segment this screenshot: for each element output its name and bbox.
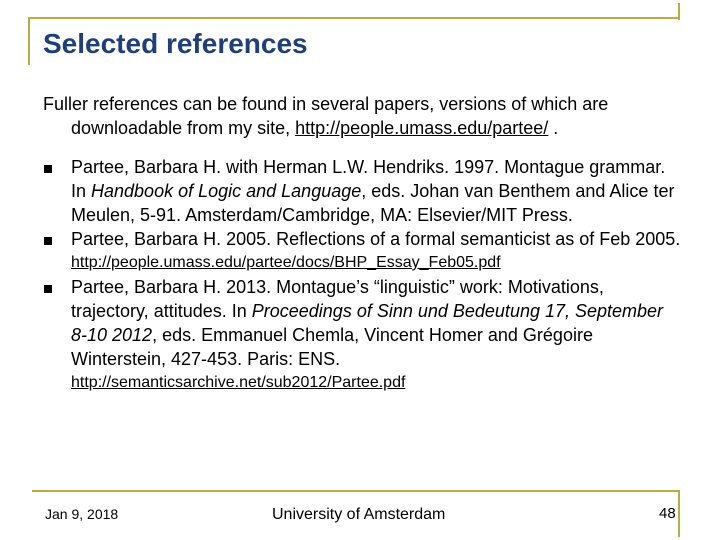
site-link[interactable]: http://people.umass.edu/partee/ — [295, 118, 549, 138]
reference-text-rest: , eds. Emmanuel Chemla, Vincent Homer and Grégoire Winterstein, 427-453. Paris: ENS. — [71, 325, 593, 369]
reference-link[interactable]: http://semanticsarchive.net/sub2012/Partee.pdf — [71, 374, 406, 391]
page-number: 48 — [659, 505, 676, 522]
reference-link[interactable]: http://people.umass.edu/partee/docs/BHP_Essay_Feb05.pdf — [71, 254, 501, 271]
intro-paragraph — [43, 92, 683, 140]
frame-bottom-line — [32, 490, 680, 492]
slide-title: Selected references — [43, 28, 308, 59]
footer-date: Jan 9, 2018 — [45, 506, 119, 522]
reference-text: Partee, Barbara H. with Herman L.W. Hendriks. 1997. Montague grammar. In — [71, 157, 666, 201]
intro-line-2-prefix: downloadable from my site, — [71, 118, 296, 138]
square-bullet-icon — [44, 285, 52, 293]
footer-institution: University of Amsterdam — [272, 506, 446, 523]
frame-right-bottom-line — [678, 490, 680, 537]
frame-top-line — [28, 17, 679, 19]
intro-line-1: Fuller references can be found in several papers, versions of which are — [43, 94, 609, 114]
intro-line-2 — [43, 116, 683, 140]
frame-left-line — [28, 17, 30, 65]
reference-item — [43, 155, 683, 227]
reference-list — [43, 155, 683, 395]
reference-item — [43, 227, 683, 275]
reference-text: Partee, Barbara H. 2013. Montague’s “linguistic” work: Motivations, trajectory, attitudes. In — [71, 277, 604, 321]
reference-text: Partee, Barbara H. 2005. Reflections of a formal semanticist as of Feb 2005. — [71, 229, 681, 249]
reference-title: Proceedings of Sinn und Bedeutung 17, September 8-10 2012 — [71, 301, 664, 345]
frame-right-top-line — [678, 3, 680, 20]
square-bullet-icon — [44, 165, 52, 173]
square-bullet-icon — [44, 237, 52, 245]
intro-line-2-suffix: . — [548, 118, 559, 138]
reference-text-rest: , eds. Johan van Benthem and Alice ter Meulen, 5-91. Amsterdam/Cambridge, MA: Elsevier/MIT Press. — [71, 181, 675, 225]
reference-title: Handbook of Logic and Language — [91, 181, 362, 201]
reference-item — [43, 275, 683, 395]
